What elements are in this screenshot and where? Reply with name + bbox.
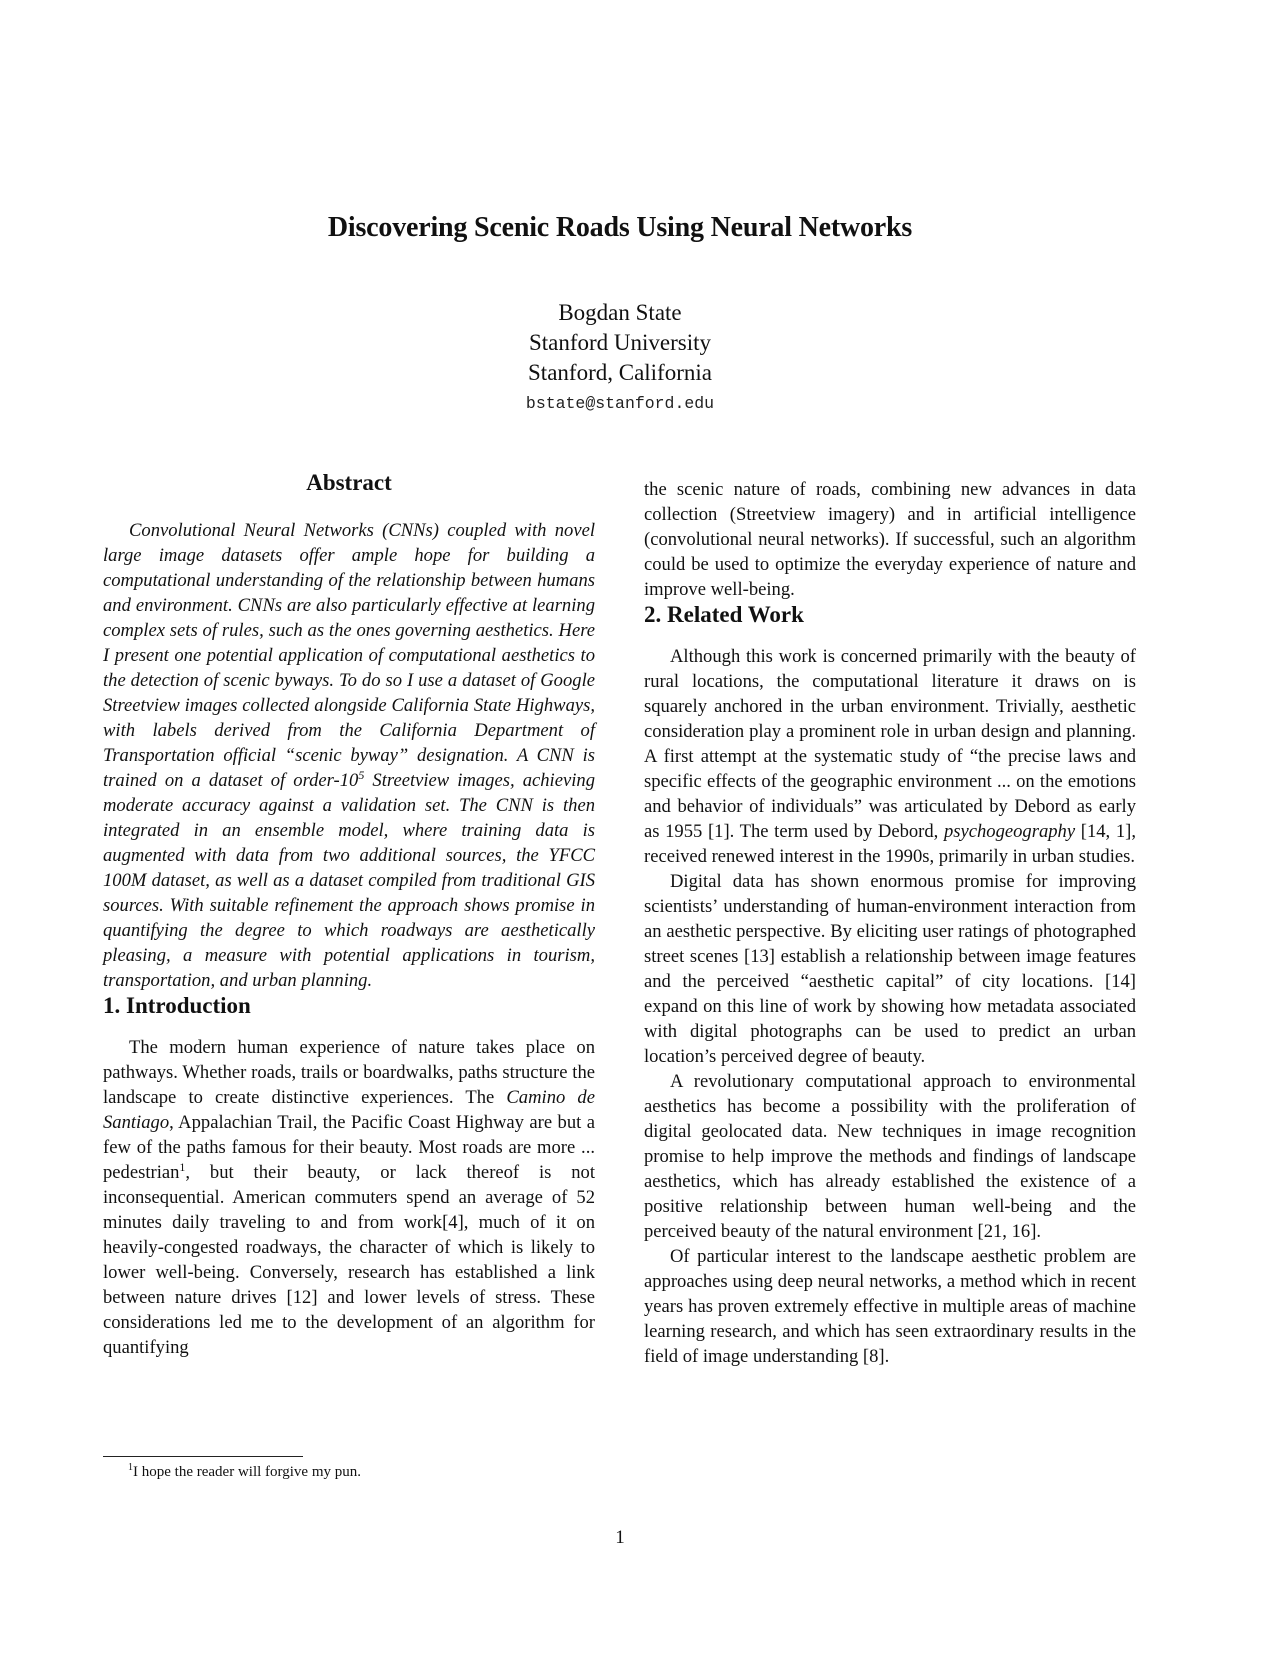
author-location: Stanford, California: [528, 360, 712, 385]
abstract-exponent: 5: [358, 767, 365, 782]
footnote: [128, 1464, 361, 1481]
footnote-mark[interactable]: 1: [179, 1159, 186, 1174]
related-text-a: Although this work is concerned primarily with the beauty of rural locations, the computational literature it draws on is squarely anchored in the urban environment. Trivially, aesthetic consideration play a prominent role in urban design and planning. A first attempt at the systematic study of “the precise laws and specific effects of the geographic environment ... on the emotions and behavior of individuals” was articulated by Debord as early as 1955 [1]. The term used by Debord,: [644, 646, 1136, 842]
abstract-text-part1: Convolutional Neural Networks (CNNs) coupled with novel large image datasets offer ample hope for building a computational understanding of the relationship between humans and environment. CNNs are also particularly effective at learning complex sets of rules, such as the ones governing aesthetics. Here I present one potential application of computational aesthetics to the detection of scenic byways. To do so I use a dataset of Google Streetview images collected alongside California State Highways, with labels derived from the California Department of Transportation official “scenic byway” designation. A CNN is trained on a dataset of order-10: [103, 520, 595, 791]
footnote-number: 1: [128, 1462, 133, 1473]
page-number: 1: [615, 1527, 625, 1548]
related-work-paragraph-1: [644, 644, 1136, 869]
author-email[interactable]: bstate@stanford.edu: [525, 394, 715, 413]
intro-text-c: , but their beauty, or lack thereof is not inconsequential. American commuters spend an average of 52 minutes daily traveling to and from work[4], much of it on heavily-congested roadways, the character of which is likely to lower well-being. Conversely, research has established a link between nature drives [12] and lower levels of stress. These considerations led me to the development of an algorithm for quantifying: [103, 1162, 595, 1358]
paper-title: Discovering Scenic Roads Using Neural Networks: [327, 212, 913, 243]
introduction-paragraph: [103, 1035, 595, 1360]
footnote-divider: [103, 1456, 303, 1457]
related-italic-term: psychogeography: [943, 821, 1076, 842]
abstract-text: [103, 518, 595, 993]
abstract-text-part2: Streetview images, achieving moderate accuracy against a validation set. The CNN is then integrated in an ensemble model, where training data is augmented with data from two additional sources, the YFCC 100M dataset, as well as a dataset compiled from traditional GIS sources. With suitable refinement the approach shows promise in quantifying the degree to which roadways are aesthetically pleasing, a measure with potential applications in tourism, transportation, and urban planning.: [103, 770, 595, 991]
left-column: [103, 470, 595, 1360]
intro-text-a: The modern human experience of nature takes place on pathways. Whether roads, trails or boardwalks, paths structure the landscape to create distinctive experiences. The: [103, 1037, 595, 1108]
related-work-paragraph-4: Of particular interest to the landscape aesthetic problem are approaches using deep neural networks, a method which in recent years has proven extremely effective in multiple areas of machine learning research, and which has seen extraordinary results in the field of image understanding [8].: [644, 1246, 1136, 1367]
author-name: Bogdan State: [558, 300, 682, 325]
abstract-heading: Abstract: [306, 470, 392, 495]
related-work-paragraph-2: Digital data has shown enormous promise for improving scientists’ understanding of human-environment interaction from an aesthetic perspective. By eliciting user ratings of photographed street scenes [13] establish a relationship between image features and the perceived “aesthetic capital” of city locations. [14] expand on this line of work by showing how metadata associated with digital photographs can be used to predict an urban location’s perceived degree of beauty.: [644, 871, 1136, 1067]
introduction-heading: 1. Introduction: [103, 993, 251, 1018]
intro-text-b: , Appalachian Trail, the Pacific Coast Highway are but a few of the paths famous for their beauty. Most roads are more ... pedestrian: [103, 1112, 595, 1183]
author-affiliation: Stanford University: [528, 330, 712, 355]
author-block: [0, 298, 1240, 418]
introduction-continuation: the scenic nature of roads, combining new advances in data collection (Streetview imagery) and in artificial intelligence (convolutional neural networks). If successful, such an algorithm could be used to optimize the everyday experience of nature and improve well-being.: [644, 479, 1136, 600]
related-text-b: [14, 1], received renewed interest in the 1990s, primarily in urban studies.: [644, 821, 1136, 867]
related-work-paragraph-3: A revolutionary computational approach to environmental aesthetics has become a possibility with the proliferation of digital geolocated data. New techniques in image recognition promise to help improve the methods and findings of landscape aesthetics, which has already established the existence of a positive relationship between human well-being and the perceived beauty of the natural environment [21, 16].: [644, 1071, 1136, 1242]
intro-italic-term: Camino de Santiago: [103, 1087, 595, 1133]
related-work-heading: 2. Related Work: [644, 602, 804, 627]
right-column: [644, 477, 1136, 1369]
footnote-text: I hope the reader will forgive my pun.: [133, 1464, 361, 1480]
